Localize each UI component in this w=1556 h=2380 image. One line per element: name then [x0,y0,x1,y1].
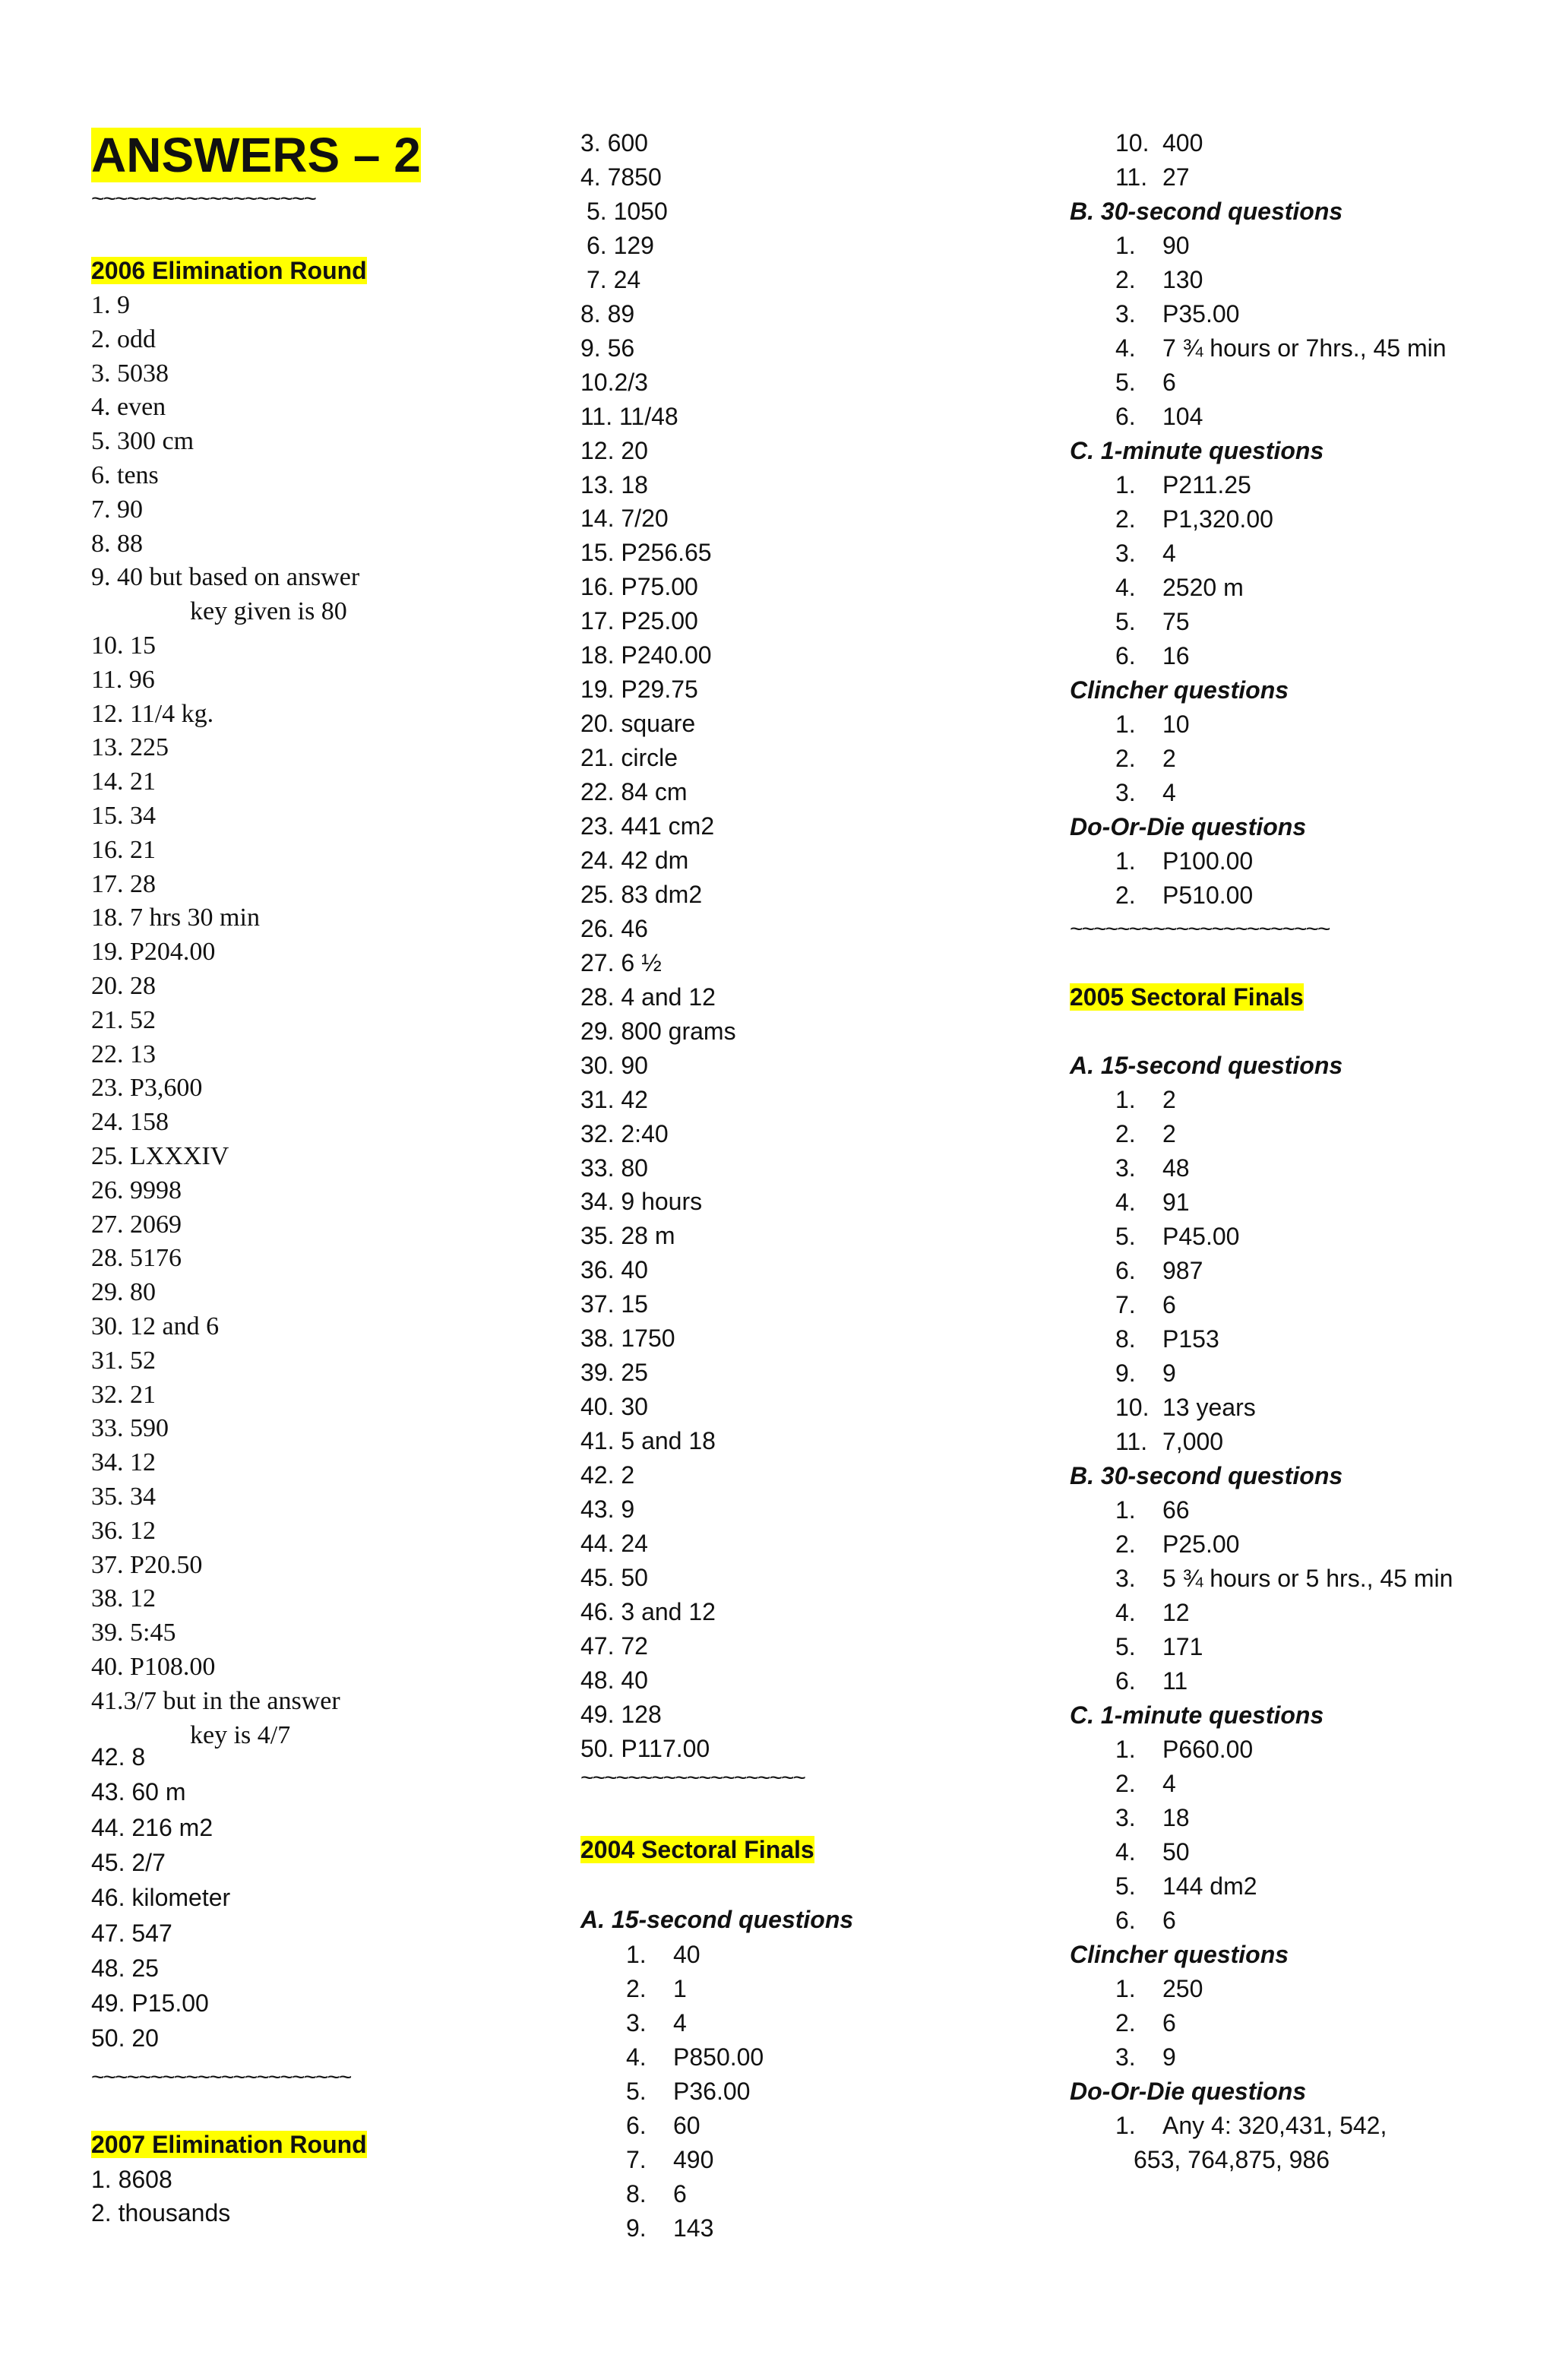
answer-item: 39. 25 [580,1359,648,1386]
item-number: 1. [1115,471,1136,498]
item-number: 8. [1115,1325,1136,1353]
answer-item: 48. 40 [580,1666,648,1694]
item-number: 11. [1115,1428,1148,1455]
divider: ~~~~~~~~~~~~~~~~~~~~~~ [1070,916,1330,942]
answer-item: 9. 56 [580,334,635,362]
item-number: 2. [626,1975,647,2002]
item-value: 6 [1162,2009,1176,2037]
divider: ~~~~~~~~~~~~~~~~~~~~~~ [91,2065,351,2090]
answer-item: 45. 2/7 [91,1849,166,1876]
item-value: 4 [1162,1770,1176,1797]
item-value: 6 [1162,1907,1176,1934]
answer-item [1115,331,1447,365]
answer-item: 24. 158 [91,1108,169,1136]
item-value: P850.00 [673,2043,764,2071]
answer-item [626,2143,713,2176]
item-number: 10. [1115,129,1150,157]
answer-item: 1. 9 [91,291,130,319]
item-number: 2. [1115,745,1136,772]
page-title-text: ANSWERS – 2 [91,128,421,182]
answer-item: 40. P108.00 [91,1653,216,1681]
page-title [91,125,421,185]
answer-item [1115,160,1190,194]
item-value: 48 [1162,1154,1190,1182]
answer-item [626,1972,687,2005]
answer-item: 29. 800 grams [580,1018,736,1045]
answer-item: 35. 28 m [580,1222,675,1249]
item-value: 250 [1162,1975,1203,2002]
answer-item [1115,2109,1387,2142]
item-value: 1 [673,1975,687,2002]
answer-item: 1. 8608 [91,2166,172,2193]
answer-item: 23. 441 cm2 [580,812,715,840]
answer-item [626,2075,750,2108]
item-number: 10. [1115,1394,1150,1421]
answer-item: 6. tens [91,461,159,489]
answer-item: key is 4/7 [190,1721,291,1749]
answer-item: 21. 52 [91,1006,156,1034]
answer-item: 24. 42 dm [580,847,689,874]
section-heading-2006-elimination [91,254,367,287]
answer-item: 5. 300 cm [91,427,194,455]
answer-item: 7. 90 [91,495,143,524]
answer-item: 9. 40 but based on answer [91,563,360,591]
item-value: 4 [1162,779,1176,806]
answer-item: 34. 9 hours [580,1188,703,1215]
answer-item [1115,366,1176,399]
section-heading-2007-elimination-text: 2007 Elimination Round [91,2131,367,2158]
item-value: P36.00 [673,2078,751,2105]
answer-item: 11. 96 [91,666,155,694]
section-heading-2005-sectoral [1070,980,1304,1014]
item-value: 6 [1162,369,1176,396]
item-value: 171 [1162,1633,1203,1660]
item-number: 6. [1115,1257,1136,1284]
item-value: 400 [1162,129,1203,157]
answer-item: 15. P256.65 [580,539,712,566]
answer-item [1115,1527,1239,1561]
item-number: 3. [1115,300,1136,328]
subsection-label: C. 1-minute questions [1070,437,1324,464]
answer-item: 25. LXXXIV [91,1142,229,1170]
answer-item [1115,1185,1190,1219]
answer-item: 28. 4 and 12 [580,983,716,1011]
answer-item [626,1938,701,1971]
item-number: 6. [1115,642,1136,669]
item-value: 13 years [1162,1394,1256,1421]
divider: ~~~~~~~~~~~~~~~~~~~ [580,1765,805,1790]
item-value: 91 [1162,1188,1190,1216]
answer-item: 3. 5038 [91,359,169,388]
item-value: Any 4: 320,431, 542, [1162,2112,1387,2139]
answer-item: 15. 34 [91,802,156,830]
answer-item [1115,776,1176,809]
answer-item: 45. 50 [580,1564,648,1591]
answer-item: 48. 25 [91,1954,159,1982]
item-value: P1,320.00 [1162,505,1273,533]
answer-item [1115,742,1176,775]
answer-item [1115,1117,1176,1150]
item-number: 1. [1115,232,1136,259]
item-value: 66 [1162,1496,1190,1524]
answer-item: 23. P3,600 [91,1074,203,1102]
answer-item [1115,1596,1190,1629]
answer-item: 30. 90 [580,1052,648,1079]
answer-item: key given is 80 [190,597,347,625]
answer-item [1115,263,1203,296]
item-value: P45.00 [1162,1223,1240,1250]
answer-item [1115,1083,1176,1116]
answer-item [1115,844,1253,878]
answer-item [1115,1391,1256,1424]
answer-item [1115,1254,1203,1287]
answer-item: 12. 20 [580,437,648,464]
answer-item [1115,1562,1453,1595]
answer-item: 43. 60 m [91,1778,186,1806]
section-heading-2007-elimination [91,2128,367,2161]
answer-item [1115,707,1190,741]
answer-item: 8. 89 [580,300,635,328]
item-value: 11 [1162,1667,1188,1695]
answer-item: 16. P75.00 [580,573,698,600]
answer-item [1115,536,1176,570]
answer-item [1115,1869,1257,1903]
answer-item [1115,1220,1239,1253]
item-number: 1. [1115,711,1136,738]
item-value: 27 [1162,163,1190,191]
subsection-label: A. 15-second questions [1070,1052,1343,1079]
answer-item [1115,126,1203,160]
answer-item [1115,1767,1176,1800]
answer-item: 18. P240.00 [580,641,712,669]
answer-item: 47. 547 [91,1920,172,1947]
answer-item [1115,1288,1176,1321]
item-value: 4 [1162,540,1176,567]
section-heading-2006-elimination-text: 2006 Elimination Round [91,257,367,284]
answer-item: 46. kilometer [91,1884,231,1911]
item-number: 4. [1115,334,1136,362]
answer-item: 7. 24 [587,266,641,293]
item-value: 90 [1162,232,1190,259]
answer-item: 11. 11/48 [580,403,678,430]
item-value: 987 [1162,1257,1203,1284]
item-number: 2. [1115,2009,1136,2037]
answer-item [1115,605,1190,638]
answer-item: 46. 3 and 12 [580,1598,716,1625]
item-value: P660.00 [1162,1736,1254,1763]
item-value: P153 [1162,1325,1219,1353]
answer-item: 40. 30 [580,1393,648,1420]
item-value: P25.00 [1162,1530,1240,1558]
item-number: 6. [1115,403,1136,430]
answer-item [1115,1835,1190,1869]
subsection-label: B. 30-second questions [1070,198,1343,225]
answer-item: 44. 216 m2 [91,1814,213,1841]
item-value: 9 [1162,1359,1176,1387]
answer-item [1115,878,1253,912]
section-heading-2005-sectoral-text: 2005 Sectoral Finals [1070,983,1304,1011]
answer-item: 3. 600 [580,129,648,157]
answer-item: 16. 21 [91,836,156,864]
answer-item: 12. 11/4 kg. [91,700,214,728]
answer-item [626,2040,764,2074]
answer-item: 28. 5176 [91,1244,182,1272]
item-value: 2 [1162,1086,1176,1113]
answer-item [626,2109,701,2142]
answer-item: 14. 21 [91,767,156,796]
item-value: 9 [1162,2043,1176,2071]
answer-item: 30. 12 and 6 [91,1312,220,1340]
answer-item: 50. P117.00 [580,1735,710,1762]
answer-item: 13. 18 [580,471,648,498]
item-number: 2. [1115,266,1136,293]
answer-item: 21. circle [580,744,678,771]
answer-item: 20. square [580,710,696,737]
item-value: 104 [1162,403,1203,430]
answer-item: 49. 128 [580,1701,662,1728]
item-number: 2. [1115,881,1136,909]
answer-item: 25. 83 dm2 [580,881,703,908]
divider: ~~~~~~~~~~~~~~~~~~~ [91,186,315,211]
item-number: 3. [1115,1154,1136,1182]
item-number: 5. [1115,608,1136,635]
answer-item [1115,400,1203,433]
item-number: 2. [1115,505,1136,533]
subsection-label: Do-Or-Die questions [1070,2078,1307,2105]
answer-item: 10. 15 [91,631,156,660]
answer-item [1115,1630,1203,1663]
subsection-label: C. 1-minute questions [1070,1701,1324,1729]
item-value: 2 [1162,745,1176,772]
answer-item: 5. 1050 [587,198,668,225]
item-value: 7 ¾ hours or 7hrs., 45 min [1162,334,1447,362]
answer-item [1115,1322,1219,1356]
answer-item [1115,2006,1176,2040]
item-number: 4. [1115,1188,1136,1216]
answer-item [626,2211,713,2245]
answer-item [1115,1151,1190,1185]
item-number: 9. [626,2214,647,2242]
answer-item: 38. 1750 [580,1325,675,1352]
item-value: P100.00 [1162,847,1254,875]
answer-item: 34. 12 [91,1448,156,1476]
answer-item: 8. 88 [91,530,143,558]
answer-item: 33. 80 [580,1154,648,1182]
answer-item: 31. 52 [91,1347,156,1375]
answer-item: 19. P29.75 [580,676,698,703]
answer-item: 35. 34 [91,1483,156,1511]
item-number: 2. [1115,1770,1136,1797]
answer-item: 50. 20 [91,2024,159,2052]
item-number: 1. [1115,1736,1136,1763]
item-value: 5 ¾ hours or 5 hrs., 45 min [1162,1565,1453,1592]
answer-item: 19. P204.00 [91,938,216,966]
answer-item-continued: 653, 764,875, 986 [1134,2146,1330,2173]
item-number: 7. [626,2146,647,2173]
answer-item: 20. 28 [91,972,156,1000]
subsection-label: Clincher questions [1070,676,1289,704]
item-value: 16 [1162,642,1190,669]
answer-item: 36. 12 [91,1517,156,1545]
item-number: 3. [1115,1804,1136,1831]
item-number: 5. [1115,369,1136,396]
answer-item: 38. 12 [91,1584,156,1613]
item-value: 2520 m [1162,574,1244,601]
item-number: 5. [626,2078,647,2105]
answer-item: 13. 225 [91,733,169,761]
item-value: P35.00 [1162,300,1240,328]
item-value: 143 [673,2214,714,2242]
answer-item [1115,1972,1203,2005]
answer-item: 37. 15 [580,1290,648,1318]
item-value: 7,000 [1162,1428,1224,1455]
item-number: 1. [1115,1975,1136,2002]
section-heading-2004-sectoral [580,1833,814,1866]
item-value: 50 [1162,1838,1190,1866]
answer-item [1115,468,1251,502]
answer-item: 37. P20.50 [91,1551,203,1579]
answer-item [1115,297,1239,331]
answer-item: 49. P15.00 [91,1989,209,2017]
item-number: 2. [1115,1530,1136,1558]
answer-item [1115,1493,1190,1527]
answer-item [1115,1801,1190,1834]
answer-item: 32. 21 [91,1381,156,1409]
answer-item: 18. 7 hrs 30 min [91,904,260,932]
item-number: 2. [1115,1120,1136,1147]
answer-item: 22. 13 [91,1040,156,1068]
item-number: 1. [1115,2112,1136,2139]
item-number: 6. [1115,1667,1136,1695]
answer-item: 4. 7850 [580,163,662,191]
item-number: 3. [1115,2043,1136,2071]
answer-item [1115,502,1273,536]
item-value: 4 [673,2009,687,2037]
item-number: 3. [1115,1565,1136,1592]
answer-item [1115,1356,1176,1390]
item-value: P510.00 [1162,881,1254,909]
answer-item: 33. 590 [91,1414,169,1442]
answer-item [1115,1425,1223,1458]
item-value: 10 [1162,711,1190,738]
answer-item: 17. P25.00 [580,607,698,635]
answer-item [1115,2040,1176,2074]
answer-item: 14. 7/20 [580,505,669,532]
item-number: 1. [1115,1086,1136,1113]
item-number: 11. [1115,163,1148,191]
answer-item [1115,639,1190,673]
answer-item [1115,1904,1176,1937]
answer-item: 41.3/7 but in the answer [91,1687,340,1715]
answer-item [626,2177,687,2211]
item-number: 9. [1115,1359,1136,1387]
answer-item: 4. even [91,393,166,421]
answer-item: 26. 9998 [91,1176,182,1204]
answer-item: 41. 5 and 18 [580,1427,716,1454]
item-value: 130 [1162,266,1203,293]
answer-item: 27. 6 ½ [580,949,662,976]
item-value: 40 [673,1941,701,1968]
item-number: 5. [1115,1633,1136,1660]
item-number: 3. [1115,779,1136,806]
item-number: 4. [1115,1599,1136,1626]
answer-item: 43. 9 [580,1495,635,1523]
item-value: 490 [673,2146,714,2173]
item-number: 1. [1115,847,1136,875]
answer-item [1115,1664,1188,1698]
item-value: P211.25 [1162,471,1251,498]
item-number: 3. [1115,540,1136,567]
item-number: 5. [1115,1223,1136,1250]
item-number: 7. [1115,1291,1136,1318]
subsection-label: Do-Or-Die questions [1070,813,1307,840]
item-number: 4. [1115,574,1136,601]
answer-item [626,2006,687,2040]
answer-item: 42. 8 [91,1743,146,1771]
item-number: 8. [626,2180,647,2208]
item-number: 5. [1115,1872,1136,1900]
answer-item: 10.2/3 [580,369,648,396]
answer-item: 26. 46 [580,915,648,942]
item-value: 75 [1162,608,1190,635]
item-value: 144 dm2 [1162,1872,1257,1900]
answer-item [1115,571,1244,604]
answer-item: 6. 129 [587,232,654,259]
item-number: 4. [1115,1838,1136,1866]
item-value: 18 [1162,1804,1190,1831]
answer-item: 42. 2 [580,1461,635,1489]
answer-item: 29. 80 [91,1278,156,1306]
item-number: 6. [626,2112,647,2139]
answer-item: 32. 2:40 [580,1120,669,1147]
answer-item: 44. 24 [580,1530,648,1557]
answer-item: 39. 5:45 [91,1619,176,1647]
item-number: 6. [1115,1907,1136,1934]
item-number: 1. [626,1941,647,1968]
answer-item: 2. thousands [91,2199,231,2227]
answer-item: 17. 28 [91,870,156,898]
item-value: 6 [673,2180,687,2208]
answer-item: 47. 72 [580,1632,648,1660]
answer-item [1115,1733,1253,1766]
subsection-label: Clincher questions [1070,1941,1289,1968]
item-value: 6 [1162,1291,1176,1318]
item-number: 1. [1115,1496,1136,1524]
answer-item: 31. 42 [580,1086,648,1113]
subsection-label: A. 15-second questions [580,1906,854,1933]
answer-item: 22. 84 cm [580,778,688,805]
item-number: 4. [626,2043,647,2071]
item-value: 12 [1162,1599,1190,1626]
subsection-label: B. 30-second questions [1070,1462,1343,1489]
item-number: 3. [626,2009,647,2037]
item-value: 60 [673,2112,701,2139]
answer-item [1115,229,1190,262]
answer-item: 36. 40 [580,1256,648,1283]
answer-item: 27. 2069 [91,1211,182,1239]
section-heading-2004-sectoral-text: 2004 Sectoral Finals [580,1836,814,1863]
item-value: 2 [1162,1120,1176,1147]
answer-item: 2. odd [91,325,156,353]
